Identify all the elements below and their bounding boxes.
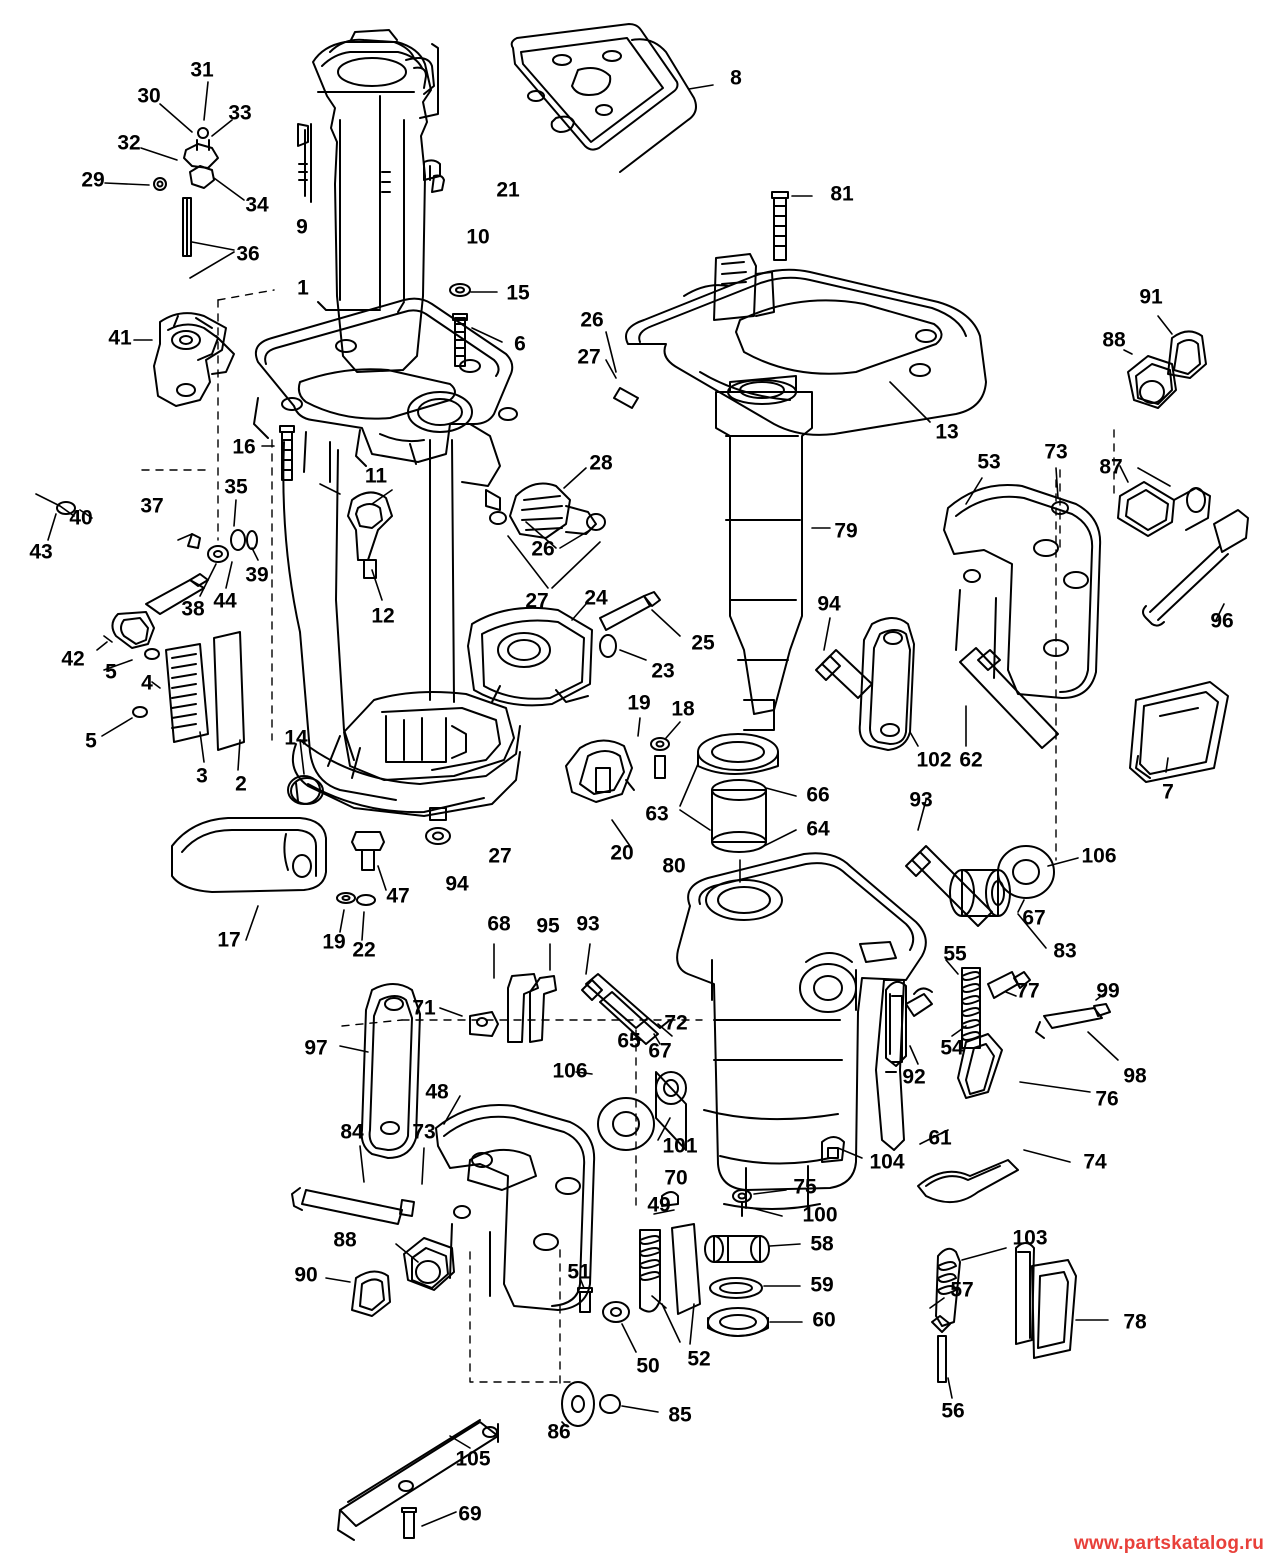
callout-73: 73 xyxy=(1044,440,1068,464)
callout-66: 66 xyxy=(806,783,830,807)
callout-93: 93 xyxy=(576,912,600,936)
callout-57: 57 xyxy=(950,1278,974,1302)
callout-75: 75 xyxy=(793,1175,817,1199)
callout-27: 27 xyxy=(577,345,601,369)
callout-71: 71 xyxy=(412,996,436,1020)
callout-94: 94 xyxy=(817,592,841,616)
callout-79: 79 xyxy=(834,519,858,543)
callout-15: 15 xyxy=(506,281,530,305)
callout-77: 77 xyxy=(1016,979,1040,1003)
callout-100: 100 xyxy=(802,1203,838,1227)
callout-103: 103 xyxy=(1012,1226,1048,1250)
callout-95: 95 xyxy=(536,914,560,938)
callout-94: 94 xyxy=(445,872,469,896)
callout-18: 18 xyxy=(671,697,695,721)
callout-70: 70 xyxy=(664,1166,688,1190)
callout-35: 35 xyxy=(224,475,248,499)
callout-41: 41 xyxy=(108,326,132,350)
site-watermark: www.partskatalog.ru xyxy=(1074,1533,1264,1554)
callout-53: 53 xyxy=(977,450,1001,474)
callout-74: 74 xyxy=(1083,1150,1107,1174)
callout-78: 78 xyxy=(1123,1310,1147,1334)
callout-85: 85 xyxy=(668,1403,692,1427)
callout-31: 31 xyxy=(190,58,214,82)
callout-34: 34 xyxy=(245,193,269,217)
callout-64: 64 xyxy=(806,817,830,841)
callout-72: 72 xyxy=(664,1011,688,1035)
callout-10: 10 xyxy=(466,225,490,249)
callout-24: 24 xyxy=(584,586,608,610)
callout-90: 90 xyxy=(294,1263,318,1287)
callout-39: 39 xyxy=(245,563,269,587)
callout-40: 40 xyxy=(69,506,93,530)
callout-102: 102 xyxy=(916,748,952,772)
callout-33: 33 xyxy=(228,101,252,125)
callout-8: 8 xyxy=(730,66,742,90)
callout-55: 55 xyxy=(943,942,967,966)
callout-92: 92 xyxy=(902,1065,926,1089)
callout-80: 80 xyxy=(662,854,686,878)
callout-61: 61 xyxy=(928,1126,952,1150)
callout-60: 60 xyxy=(812,1308,836,1332)
callout-22: 22 xyxy=(352,938,376,962)
callout-106: 106 xyxy=(1081,844,1117,868)
callout-49: 49 xyxy=(647,1193,671,1217)
callout-19: 19 xyxy=(322,930,346,954)
callout-104: 104 xyxy=(869,1150,905,1174)
callout-26: 26 xyxy=(580,308,604,332)
callout-96: 96 xyxy=(1210,609,1234,633)
callout-28: 28 xyxy=(589,451,613,475)
callout-2: 2 xyxy=(235,772,247,796)
callout-14: 14 xyxy=(284,726,308,750)
callout-76: 76 xyxy=(1095,1087,1119,1111)
callout-6: 6 xyxy=(514,332,526,356)
callout-84: 84 xyxy=(340,1120,364,1144)
callout-98: 98 xyxy=(1123,1064,1147,1088)
callout-59: 59 xyxy=(810,1273,834,1297)
callout-30: 30 xyxy=(137,84,161,108)
callout-54: 54 xyxy=(940,1036,964,1060)
callout-29: 29 xyxy=(81,168,105,192)
callout-51: 51 xyxy=(567,1260,591,1284)
callout-36: 36 xyxy=(236,242,260,266)
callout-19: 19 xyxy=(627,691,651,715)
callout-67: 67 xyxy=(1022,906,1046,930)
callout-1: 1 xyxy=(297,276,309,300)
callout-91: 91 xyxy=(1139,285,1163,309)
callout-81: 81 xyxy=(830,182,854,206)
callout-26: 26 xyxy=(531,537,555,561)
callout-97: 97 xyxy=(304,1036,328,1060)
callout-69: 69 xyxy=(458,1502,482,1526)
callout-27: 27 xyxy=(525,589,549,613)
callout-12: 12 xyxy=(371,604,395,628)
callout-32: 32 xyxy=(117,131,141,155)
callout-62: 62 xyxy=(959,748,983,772)
callout-25: 25 xyxy=(691,631,715,655)
callout-48: 48 xyxy=(425,1080,449,1104)
callout-17: 17 xyxy=(217,928,241,952)
callout-42: 42 xyxy=(61,647,85,671)
callout-88: 88 xyxy=(333,1228,357,1252)
callout-43: 43 xyxy=(29,540,53,564)
callout-23: 23 xyxy=(651,659,675,683)
callout-88: 88 xyxy=(1102,328,1126,352)
callout-99: 99 xyxy=(1096,979,1120,1003)
callout-7: 7 xyxy=(1162,780,1174,804)
callout-52: 52 xyxy=(687,1347,711,1371)
callout-87: 87 xyxy=(1099,455,1123,479)
callout-50: 50 xyxy=(636,1354,660,1378)
callout-47: 47 xyxy=(386,884,410,908)
callout-16: 16 xyxy=(232,435,256,459)
callout-86: 86 xyxy=(547,1420,571,1444)
callout-38: 38 xyxy=(181,597,205,621)
callout-9: 9 xyxy=(296,215,308,239)
callout-13: 13 xyxy=(935,420,959,444)
callout-63: 63 xyxy=(645,802,669,826)
callout-101: 101 xyxy=(662,1134,698,1158)
callout-56: 56 xyxy=(941,1399,965,1423)
callout-83: 83 xyxy=(1053,939,1077,963)
callout-5: 5 xyxy=(105,660,117,684)
callout-20: 20 xyxy=(610,841,634,865)
callout-37: 37 xyxy=(140,494,164,518)
callout-58: 58 xyxy=(810,1232,834,1256)
callout-106: 106 xyxy=(552,1059,588,1083)
callout-44: 44 xyxy=(213,589,237,613)
callout-65: 65 xyxy=(617,1029,641,1053)
callout-4: 4 xyxy=(141,671,153,695)
callout-5: 5 xyxy=(85,729,97,753)
callout-3: 3 xyxy=(196,764,208,788)
callout-73: 73 xyxy=(412,1120,436,1144)
callout-93: 93 xyxy=(909,788,933,812)
callout-21: 21 xyxy=(496,178,520,202)
callout-27: 27 xyxy=(488,844,512,868)
callout-68: 68 xyxy=(487,912,511,936)
callout-105: 105 xyxy=(455,1447,491,1471)
callout-67: 67 xyxy=(648,1039,672,1063)
callout-11: 11 xyxy=(364,464,388,488)
